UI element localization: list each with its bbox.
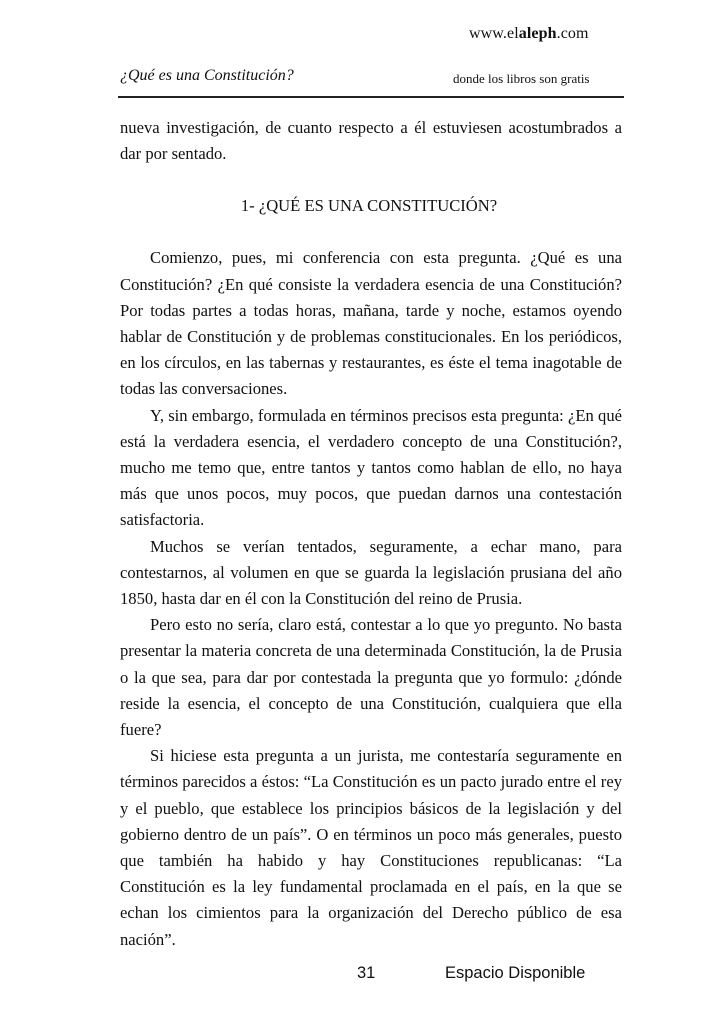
body-paragraph: Y, sin embargo, formulada en términos precisos esta pregunta: ¿En qué está la verdadera esencia, el verdadero concepto de una Constitución?, mucho me temo que, entre tantos y tantos como hablan de ello, no haya más que unos pocos, muy pocos, que puedan darnos una contestación satisfactoria. <box>120 405 622 530</box>
section-heading: 1- ¿QUÉ ES UNA CONSTITUCIÓN? <box>240 196 498 216</box>
body-paragraph: Muchos se verían tentados, seguramente, a echar mano, para contestarnos, al volumen en que se guarda la legislación prusiana del año 1850, hasta dar en él con la Constitución del reino de Prusia. <box>120 536 622 609</box>
intro-paragraph: nueva investigación, de cuanto respecto a él estuviesen acostumbrados a dar por sentado. <box>120 118 622 164</box>
main-text <box>120 115 622 953</box>
site-url[interactable]: www.elaleph.com <box>469 25 589 42</box>
body-paragraph: Pero esto no sería, claro está, contestar a lo que yo pregunto. No basta presentar la materia concreta de una determinada Constitución, la de Prusia o la que sea, para dar por contestada la pregunta que yo formulo: ¿dónde reside la esencia, el concepto de una Constitución, cualquiera que ella fuere? <box>120 615 622 740</box>
page-number: 31 <box>357 964 376 982</box>
site-tagline: donde los libros son gratis <box>453 71 590 86</box>
body-paragraph: Si hiciese esta pregunta a un jurista, me contestaría seguramente en términos parecidos a éstos: “La Constitución es un pacto jurado entre el rey y el pueblo, que establece los principios básicos de la legislación y del gobierno dentro de un país”. O en términos un poco más generales, puesto que también ha habido y hay Constituciones republicanas: “La Constitución es la ley fundamental proclamada en el país, en la que se echan los cimientos para la organización del Derecho público de esa nación”. <box>120 746 622 949</box>
footer-promo: Espacio Disponible <box>445 964 586 982</box>
header-divider <box>118 96 624 98</box>
body-paragraph: Comienzo, pues, mi conferencia con esta pregunta. ¿Qué es una Constitución? ¿En qué consiste la verdadera esencia de una Constitución? Por todas partes a todas horas, mañana, tarde y noche, estamos oyendo hablar de Constitución y de problemas constitucionales. En los periódicos, en los círculos, en las tabernas y restaurantes, es éste el tema inagotable de todas las conversaciones. <box>120 248 622 399</box>
running-title: ¿Qué es una Constitución? <box>120 67 294 84</box>
